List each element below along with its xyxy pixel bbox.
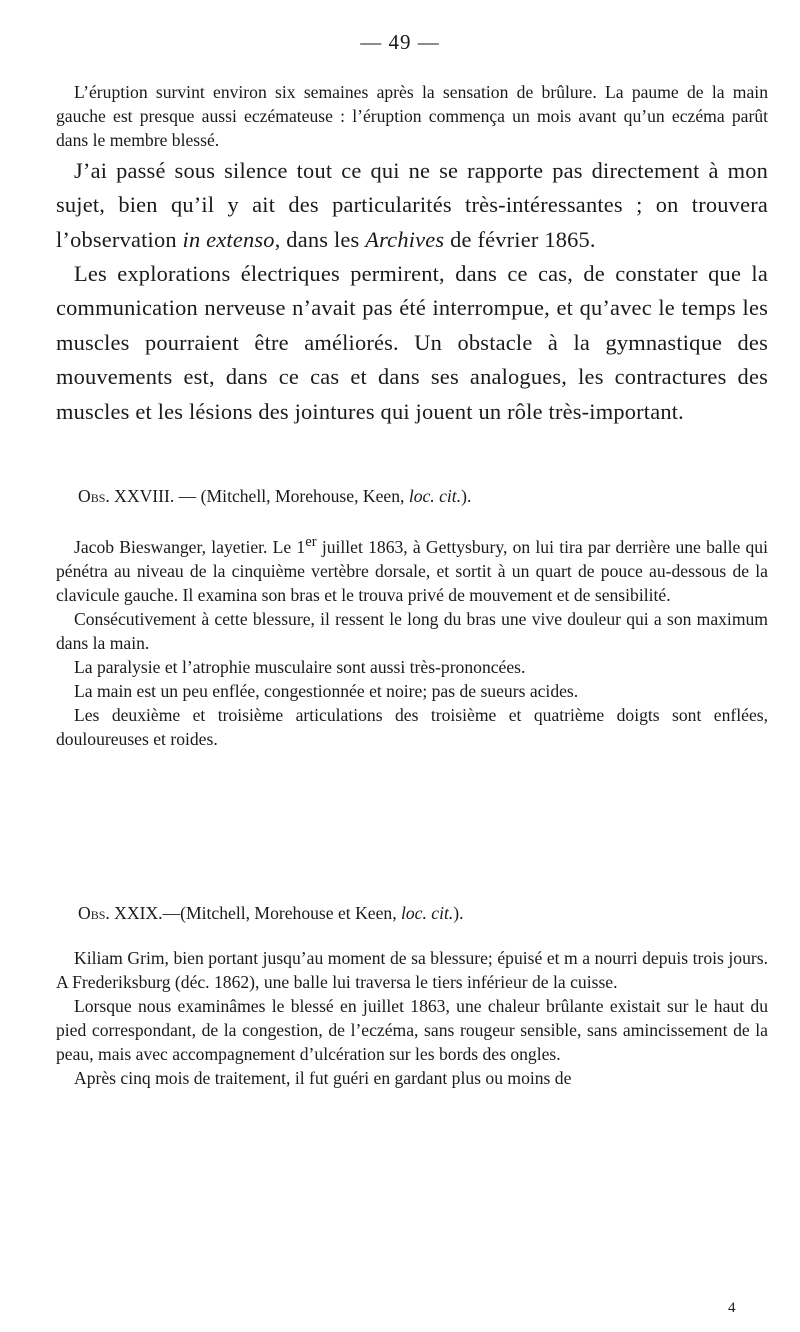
paragraph-explorations (56, 257, 768, 429)
paragraph-text: L’éruption survint environ six semaines après la sensation de brûlure. La paume de la main gauche est presque aussi eczémateuse : l’éruption commença un mois avant qu’un eczéma parût dans le membre blessé. (56, 82, 768, 150)
obs-29-close: ). (453, 903, 464, 923)
page-number: — 49 — (360, 30, 440, 54)
obs-29-authors: —(Mitchell, Morehouse et Keen, (162, 903, 401, 923)
paragraph-text: Les explorations électriques permirent, dans ce cas, de constater que la communication nerveuse n’avait pas été interrompue, et qu’avec le temps les muscles pourraient être améliorés. Un obstacle à la gymnastique des mouvements est, dans ce cas et dans ses analogues, les contractures des muscles et les lésions des jointures qui jouent un rôle très-important. (56, 261, 768, 424)
obs-28-loc-cit: loc. cit. (408, 486, 462, 506)
obs-29-body (56, 946, 768, 1090)
obs-28-body (56, 530, 768, 751)
obs-29-label: Obs. XXIX. (78, 903, 163, 923)
obs-28-superscript: er (305, 534, 317, 550)
italic-archives: Archives (365, 226, 445, 252)
paragraph-eruption (56, 80, 768, 152)
obs-29-paragraph-3: Après cinq mois de traitement, il fut guéri en gardant plus ou moins de (74, 1068, 572, 1088)
obs-28-authors: — (Mitchell, Morehouse, Keen, (174, 486, 409, 506)
obs-29-paragraph-2: Lorsque nous examinâmes le blessé en juillet 1863, une chaleur brûlante existait sur le haut du pied correspondant, de la congestion, de l’eczéma, sans rougeur sensible, sans amincissement de la peau, mais avec accompagnement d’ulcération sur les bords des ongles. (56, 996, 768, 1064)
obs-28-paragraph-3: La paralysie et l’atrophie musculaire sont aussi très-prononcées. (74, 656, 526, 677)
obs-28-label: Obs. XXVIII. (78, 486, 175, 506)
obs-28-heading (78, 486, 471, 507)
signature-mark: 4 (728, 1300, 736, 1316)
obs-29-paragraph-1: Kiliam Grim, bien portant jusqu’au moment de sa blessure; épuisé et m a nourri depuis trois jours. A Frederiksburg (déc. 1862), une balle lui traversa le tiers inférieur de la cuisse. (56, 948, 768, 992)
paragraph-text-mid: , dans les (274, 226, 366, 252)
obs-28-text-b: juillet 1863, à Gettysbury, on lui tira par derrière une balle qui pénétra au niveau de la cinquième vertèbre dorsale, et sortit à un quart de pouce au-dessous de la clavicule gauche. Il examina son bras et le trouva privé de mouvement et de sensibilité. (56, 536, 768, 605)
paragraph-archives (56, 154, 768, 257)
obs-28-paragraph-1 (56, 530, 768, 607)
paragraph-text-end: de février 1865. (444, 226, 596, 252)
paragraph-text (56, 154, 768, 257)
obs-28-paragraph-4: La main est un peu enflée, congestionnée et noire; pas de sueurs acides. (74, 680, 579, 701)
obs-29-loc-cit: loc. cit. (401, 903, 454, 923)
obs-29-heading (78, 903, 464, 924)
obs-28-close: ). (461, 486, 472, 506)
obs-28-text-a: Jacob Bieswanger, layetier. Le 1 (74, 536, 306, 557)
italic-in-extenso: in extenso (182, 226, 275, 252)
paragraph-text-start: J’ai passé sous silence tout ce qui ne se rapporte pas directement à mon sujet, bien qu’il y ait des particularités très-intéressantes ; on trouvera l’observation (56, 158, 768, 252)
obs-28-paragraph-5: Les deuxième et troisième articulations des troisième et quatrième doigts sont enflées, douloureuses et roides. (56, 704, 768, 749)
obs-28-paragraph-2: Consécutivement à cette blessure, il ressent le long du bras une vive douleur qui a son maximum dans la main. (56, 608, 768, 653)
